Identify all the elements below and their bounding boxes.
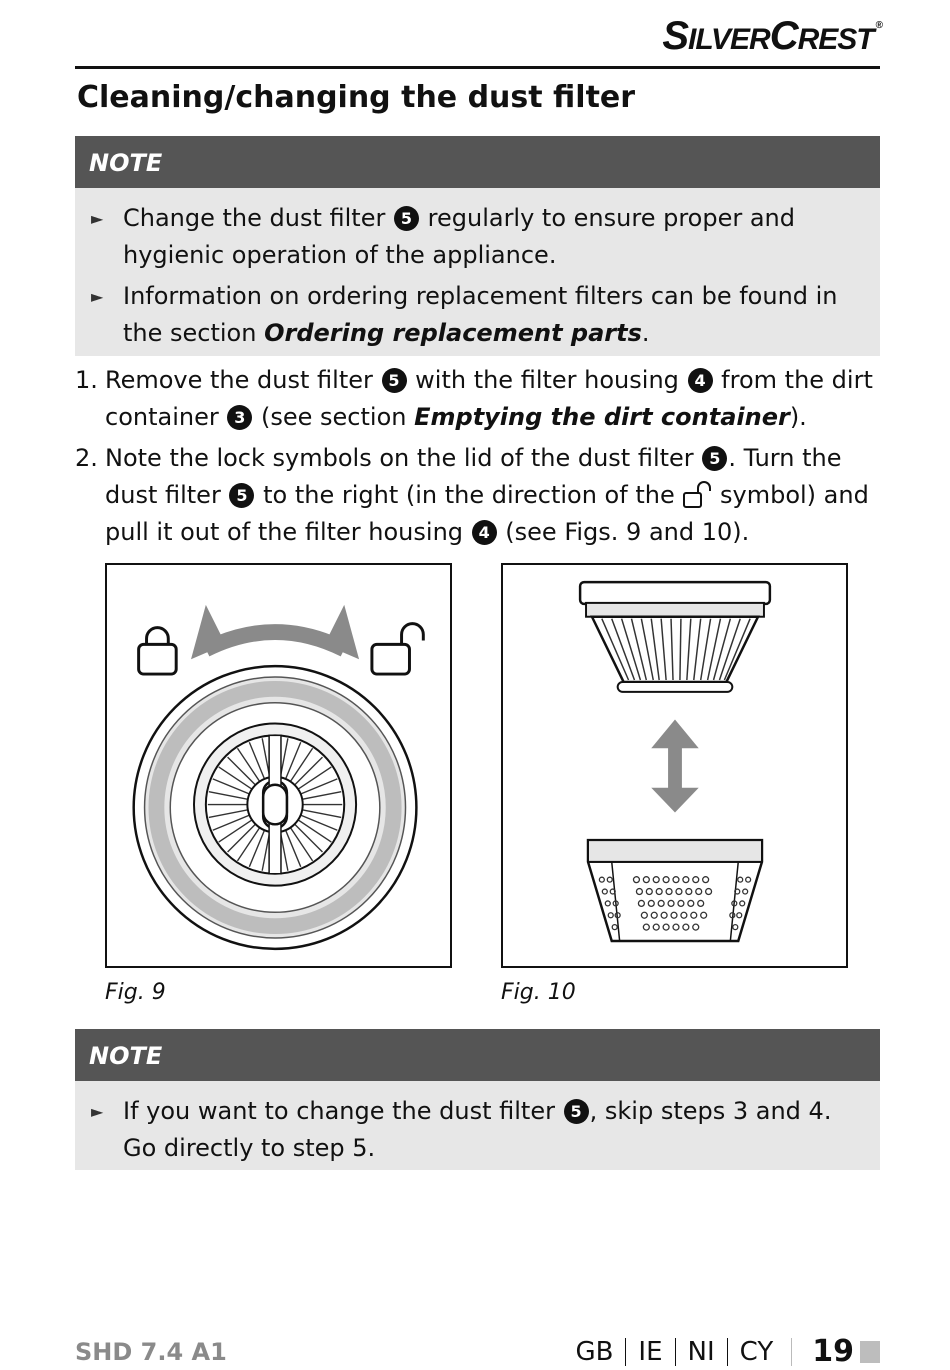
figure-10-caption: Fig. 10 [501, 980, 576, 1005]
part-number-badge: 4 [688, 368, 713, 393]
country-code: IE [638, 1336, 663, 1367]
triangle-right-icon: ► [91, 209, 104, 228]
part-number-badge: 5 [229, 483, 254, 508]
country-code: GB [575, 1336, 614, 1367]
part-number-badge: 5 [702, 446, 727, 471]
filter-removal-illustration [503, 565, 846, 966]
step-item: 1. Remove the dust filter 5 with the filter housing 4 from the dirt container 3 (see section Emptying the dirt container). [75, 362, 880, 436]
note-list [75, 1081, 880, 1181]
step-number: 2. [75, 444, 98, 472]
unlocked-padlock-icon [372, 624, 423, 674]
part-number-badge: 5 [564, 1099, 589, 1124]
divider [727, 1338, 728, 1366]
footer-page-info [575, 1334, 880, 1369]
unlocked-padlock-icon [682, 481, 712, 509]
header-rule [75, 66, 880, 69]
divider [675, 1338, 676, 1366]
model-number: SHD 7.4 A1 [75, 1338, 227, 1366]
locked-padlock-icon [139, 628, 177, 674]
country-code: CY [739, 1336, 774, 1367]
triangle-right-icon: ► [91, 287, 104, 306]
part-number-badge: 4 [472, 520, 497, 545]
part-number-badge: 3 [227, 405, 252, 430]
step-number: 1. [75, 366, 98, 394]
figure-10 [501, 563, 848, 968]
cross-reference: Emptying the dirt container [414, 403, 790, 431]
part-number-badge: 5 [382, 368, 407, 393]
note-heading: NOTE [75, 136, 880, 188]
part-number-badge: 5 [394, 206, 419, 231]
page-number: 19 [812, 1334, 854, 1369]
note-item: ► Information on ordering replacement filters can be found in the section Ordering replacement parts. [89, 278, 860, 352]
step-item: 2. Note the lock symbols on the lid of the dust filter 5 . Turn the dust filter 5 to the right (in the direction of the symbol) and pull it out of the filter housing 4 (see Figs. 9 and 10). [75, 440, 880, 551]
triangle-right-icon: ► [91, 1102, 104, 1121]
section-title: Cleaning/changing the dust filter [77, 80, 636, 115]
brand-logo: SILVERCREST ® [662, 14, 882, 58]
figure-9 [105, 563, 452, 968]
dust-filter-top-view-illustration [107, 565, 450, 966]
page-marker [860, 1341, 880, 1363]
cross-reference: Ordering replacement parts [264, 319, 642, 347]
note-box-1 [75, 136, 880, 356]
note-item: ► Change the dust filter 5 regularly to ensure proper and hygienic operation of the appliance. [89, 200, 860, 274]
steps-list [75, 362, 880, 555]
note-box-2 [75, 1029, 880, 1170]
divider [625, 1338, 626, 1366]
note-list [75, 188, 880, 366]
note-item: ► If you want to change the dust filter 5 , skip steps 3 and 4. Go directly to step 5. [89, 1093, 860, 1167]
divider [791, 1338, 792, 1366]
country-code: NI [687, 1336, 715, 1367]
note-heading: NOTE [75, 1029, 880, 1081]
figure-9-caption: Fig. 9 [105, 980, 166, 1005]
